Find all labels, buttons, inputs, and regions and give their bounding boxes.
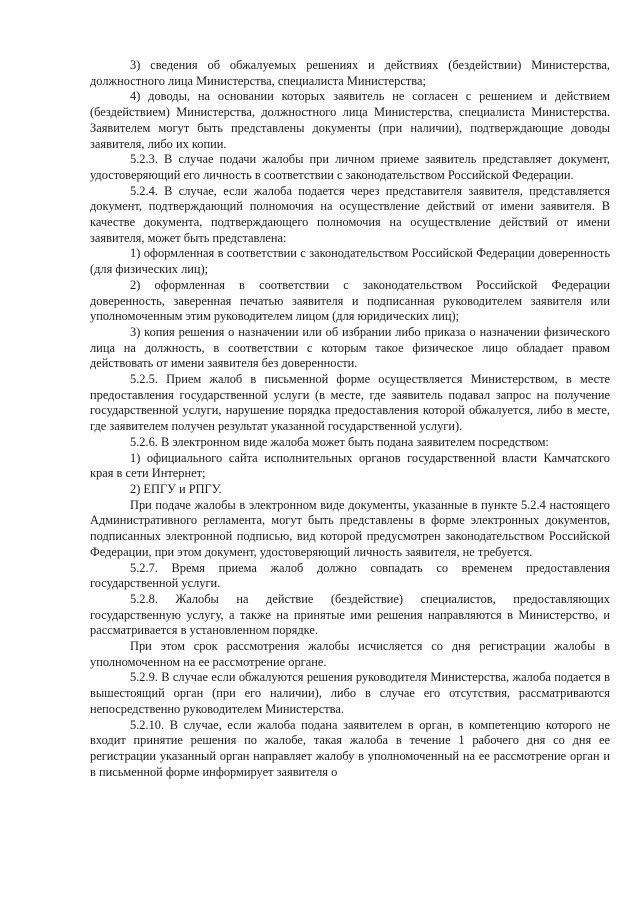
paragraph-electronic-documents: При подаче жалобы в электронном виде документы, указанные в пункте 5.2.4 настоящего Административного регламента, могут быть представлены в форме электронных документов, подписанных электронной подписью, вид которой предусмотрен законодательством Российской Федерации, при этом документ, удостоверяющий личность заявителя, не требуется. [90, 497, 610, 559]
paragraph-5-2-3: 5.2.3. В случае подачи жалобы при личном приеме заявитель представляет документ, удостоверяющий его личность в соответствии с законодательством Российской Федерации. [90, 152, 610, 182]
paragraph-5-2-5: 5.2.5. Прием жалоб в письменной форме осуществляется Министерством, в месте предоставления государственной услуги (в месте, где заявитель подавал запрос на получение государственной услуги, нарушение порядка предоставления которой обжалуется, либо в месте, где заявителем получен результат указанной государственной услуги). [90, 372, 610, 434]
list-item-2-epgu-rpgu: 2) ЕПГУ и РПГУ. [130, 481, 222, 496]
paragraph-5-2-4: 5.2.4. В случае, если жалоба подается через представителя заявителя, представляется документ, подтверждающий полномочия на осуществление действий от имени заявителя. В качестве документа, подтверждающего полномочия на осуществление действий от имени заявителя, может быть представлена: [90, 183, 610, 245]
paragraph-review-period: При этом срок рассмотрения жалобы исчисляется со дня регистрации жалобы в уполномоченном на ее рассмотрение органе. [90, 639, 610, 669]
paragraph-3-appeal-subject: 3) сведения об обжалуемых решениях и действиях (бездействии) Министерства, должностного лица Министерства, специалиста Министерства; [90, 58, 610, 88]
list-item-2-legal-entity-attorney: 2) оформленная в соответствии с законодательством Российской Федерации доверенность, заверенная печатью заявителя и подписанная руководителем заявителя или уполномоченным этим руководителем лицом (для юридических лиц); [90, 277, 610, 324]
paragraph-5-2-10: 5.2.10. В случае, если жалоба подана заявителем в орган, в компетенцию которого не входит принятие решения по жалобе, такая жалоба в течение 1 рабочего дня со дня ее регистрации указанный орган направляет жалобу в уполномоченный на ее рассмотрение орган и в письменной форме информирует заявителя о [90, 717, 610, 779]
paragraph-5-2-9: 5.2.9. В случае если обжалуются решения руководителя Министерства, жалоба подается в вышестоящий орган (при его наличии), либо в случае его отсутствия, рассматриваются непосредственно руководителем Министерства. [90, 670, 610, 716]
list-item-3-appointment-copy: 3) копия решения о назначении или об избрании либо приказа о назначении физического лица на должность, в соответствии с которым такое физическое лицо обладает правом действовать от имени заявителя без доверенности. [90, 324, 610, 371]
paragraph-5-2-7: 5.2.7. Время приема жалоб должно совпадать со временем предоставления государственной услуги. [90, 560, 610, 591]
paragraph-5-2-8: 5.2.8. Жалобы на действие (бездействие) специалистов, предоставляющих государственную услугу, а также на принятые ими решения направляются в Министерство, и рассматривается в установленном порядке. [90, 591, 610, 638]
paragraph-5-2-6: 5.2.6. В электронном виде жалоба может быть подана заявителем посредством: [130, 434, 549, 449]
paragraph-4-arguments: 4) доводы, на основании которых заявитель не согласен с решением и действием (бездействием) Министерства, должностного лица Министерства, специалиста Министерства. Заявителем могут быть представлены документы (при наличии), подтверждающие доводы заявителя, либо их копии. [90, 89, 610, 151]
list-item-1-official-site: 1) официального сайта исполнительных органов государственной власти Камчатского края в сети Интернет; [90, 450, 610, 481]
list-item-1-power-of-attorney: 1) оформленная в соответствии с законодательством Российской Федерации доверенность (для физических лиц); [90, 246, 610, 277]
document-body [90, 58, 610, 780]
